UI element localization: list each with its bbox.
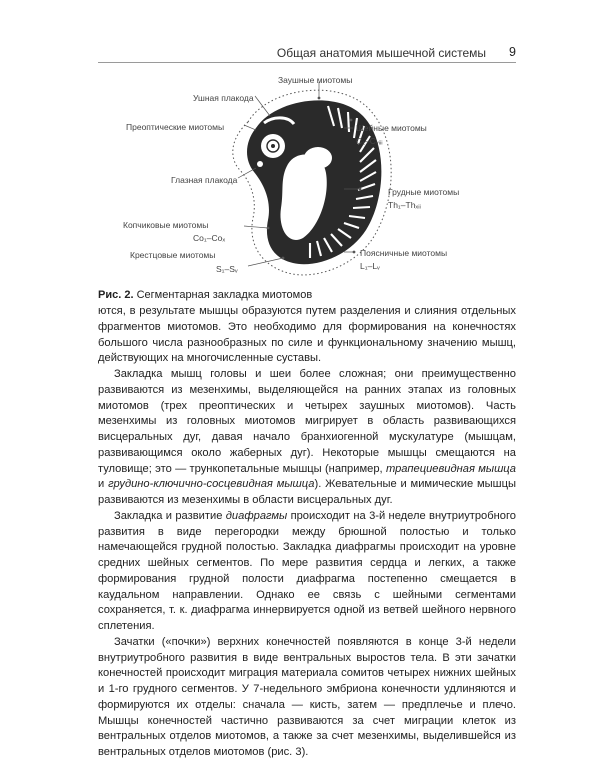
term-diaphragm: диафрагмы <box>225 509 288 522</box>
section-title: Общая анатомия мышечной системы <box>276 46 486 60</box>
label-sacral-myotomes: Крестцовые миотомы <box>130 250 216 260</box>
paragraph-2-text-c: ). Жевательные и мимические мышцы развиваются из мезенхимы в области висцеральных дуг. <box>98 478 516 506</box>
label-cervical-myotomes: Шейные миотомы <box>356 123 427 133</box>
paragraph-2 <box>98 367 516 509</box>
paragraph-3-text-b: происходит на 3-й неделе внутриутробного развития в виде перегородки между брюшной полостью и только намечающейся грудной полостью. Закладка диафрагмы происходит на уровне средних шейных сегментов. По мере развития сердца и легких, а также формирования грудной полости диафрагма постепенно смещается в каудальном направлении. Однако ее связь с шейными сегментами сохраняется, т. к. диафрагма иннервируется одной из ветвей шейного нервного сплетения. <box>98 509 516 632</box>
label-eye-placode: Глазная плакода <box>171 175 238 185</box>
term-sternocleidomastoid: грудино-ключично-сосцевидная мышца <box>108 478 315 491</box>
label-preoptic-myotomes: Преоптические миотомы <box>126 122 225 132</box>
term-trapezius: трапециевидная мышца <box>385 462 517 475</box>
body-text <box>98 304 516 761</box>
paragraph-4: Зачатки («почки») верхних конечностей появляются в конце 3-й недели внутриутробного развития в виде вентральных выростов тела. В эти зачатки конечностей происходит миграция материала сомитов четырех нижних шейных и 1-го грудного сегментов. У 7-недельного эмбриона конечности удлиняются и формируются их отделы: сначала — кисть, затем — предплечье и плечо. Мышцы конечностей частично развиваются за счет миграции клеток из вентральных отделов миотомов, а также за счет мезенхимы, выделившейся из вентральных отделов миотомов (рис. 3). <box>98 635 516 758</box>
paragraph-2-text-a: Закладка мышц головы и шеи более сложная; они преимущественно развиваются из мезенхимы, выделяющейся на ранних этапах из головных миотомов (трех преоптических и четырех заушных миотомов). Часть мезенхимы из головных миотомов мигрирует в область развивающихся висцеральных дуг, давая начало бранхиогенной мускулатуре (мышцам, развивающимся около жаберных дуг). Некоторые мышцы смещаются на туловище; это — трункопетальные мышцы (например, <box>98 368 516 475</box>
paragraph-1: ются, в результате мышцы образуются путем разделения и слияния отдельных фрагментов миотомов. Это необходимо для формирования на конечностях большого числа разнообразных по силе и функциональному значению мышц, действующих на многочисленные суставы. <box>98 305 516 365</box>
label-lumbar-myotomes: Поясничные миотомы <box>360 248 448 258</box>
label-cervical-range: C₁–Cᵥᵢᵢᵢ <box>356 136 383 146</box>
figure-caption <box>98 289 312 301</box>
running-header <box>98 40 516 63</box>
paragraph-2-text-b: и <box>98 478 109 491</box>
caption-number: Рис. 2. <box>98 289 134 301</box>
paragraph-3-text-a: Закладка и развитие <box>114 509 226 522</box>
label-ear-placode: Ушная плакода <box>193 93 254 103</box>
label-thoracic-range: Th₁–Thₓᵢᵢ <box>388 200 421 210</box>
embryo-myotome-figure <box>98 68 516 282</box>
label-coccygeal-range: Co₁–Coₓ <box>193 233 226 243</box>
label-ear-myotomes: Заушные миотомы <box>278 75 353 85</box>
paragraph-3 <box>98 509 516 635</box>
label-sacral-range: S₁–Sᵥ <box>216 264 238 274</box>
label-thoracic-myotomes: Грудные миотомы <box>388 187 460 197</box>
caption-text: Сегментарная закладка миотомов <box>136 289 313 301</box>
label-lumbar-range: L₁–Lᵥ <box>360 261 380 271</box>
page-number: 9 <box>509 45 516 59</box>
label-coccygeal-myotomes: Копчиковые миотомы <box>123 220 209 230</box>
